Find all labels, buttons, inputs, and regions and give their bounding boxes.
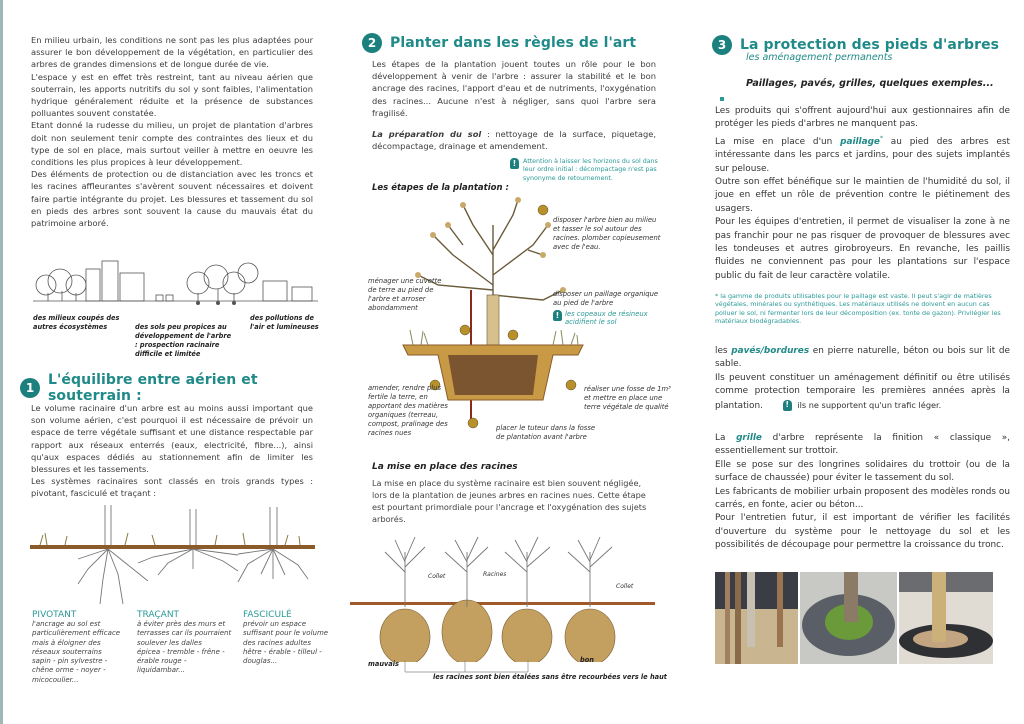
text-run: au pied des arbres est intéressante dans les parcs et jardins, pour des sujets implantés sur pelouse. — [715, 136, 1010, 174]
steps-title: Les étapes de la plantation : — [372, 183, 509, 193]
root-type-desc: l'ancrage au sol est particulièrement efficace mais à éloigner des réseaux souterrains — [32, 620, 121, 656]
column-planting — [348, 0, 690, 724]
tree-trunk — [747, 572, 755, 647]
mulch-paragraph: Pour les équipes d'entretien, il permet de visualiser la zone à ne pas franchir pour ne pas risquer de provoquer de blessures avec les tondeuses et autres girobroyeurs. En revanche, les paillis fluides ne conviennent pas pour les plantations sur l'espace public du fait de leur caractère volatile. — [715, 217, 1010, 281]
paving-paragraph — [715, 372, 1010, 413]
label-collet-1: Collet — [428, 573, 446, 580]
root-type-title: PIVOTANT — [32, 610, 77, 620]
roots-title: La mise en place des racines — [372, 462, 518, 472]
tree-trunk — [844, 572, 858, 622]
step-6-warning-text: les copeaux de résineux acidifient le sol — [565, 310, 648, 327]
text-run: Ils peuvent constituer un aménagement définitif ou être utilisés comme protection temporaire les premières années après la plantation. — [715, 372, 1010, 411]
photo-radial-grille — [899, 572, 993, 664]
section-3-mulch-text — [715, 105, 1010, 283]
text-run: les — [715, 346, 732, 356]
root-type-species: épicea - tremble - frêne - érable rouge - liquidambar... — [137, 647, 225, 675]
section-1-text — [31, 402, 313, 500]
keyword-paillage: paillage — [840, 136, 880, 147]
soil-prep-label: La préparation du sol — [372, 129, 482, 139]
intro-paragraph: Etant donné la rudesse du milieu, un projet de plantation d'arbres doit non seulement tenir compte des contraintes des lieux et du type de sol en place, mais surtout veiller à mettre en oeuvre les conditions les plus propices à leur développement. — [31, 120, 313, 168]
intro-paragraph: L'espace y est en effet très restreint, tant au niveau aérien que souterrain, les apports nutritifs du sol y sont faibles, l'alimentation hydrique généralement réduite et la présence de substances polluantes souvent constatée. — [31, 71, 313, 119]
root-type-tracant — [137, 610, 232, 676]
intro-paragraph: En milieu urbain, les conditions ne sont pas les plus adaptées pour assurer le bon développement de la végétation, en particulier des arbres de grandes dimensions et de longue durée de vie. — [31, 35, 313, 70]
root-type-title: TRAÇANT — [137, 610, 180, 620]
mulch-footnote: * la gamme de produits utilisables pour le paillage est vaste. Il peut s'agir de matières végétales, minérales ou synthétiques. Les matériaux utilisés ne doivent en aucun cas polluer le sol, ni fermenter lors de leur décomposition (ex. tonte de gazon). Privilégier les matériaux biodégradables. — [715, 292, 1001, 326]
text-run: La mise en place d'un — [715, 136, 841, 147]
root-type-title: FASCICULÉ — [243, 610, 292, 620]
roots-text: La mise en place du système racinaire est bien souvent négligée, lors de la plantation de jeunes arbres en racines nues. Cette étape est pourtant primordiale pour l'ancrage et l'oxygénation des sujets arborés. — [372, 478, 647, 524]
keyword-paves: pavés/bordures — [731, 346, 810, 356]
soil-warning-text: Attention à laisser les horizons du sol dans leur ordre initial : décompactage n'est pas synonyme de retournement. — [523, 158, 658, 182]
column-intro — [0, 0, 345, 724]
step-6-text: disposer un paillage organique au pied de l'arbre — [553, 290, 659, 307]
section-3-subtitle: les aménagement permanents — [746, 52, 893, 63]
paving-warning: ils ne supportent qu'un trafic léger. — [797, 399, 942, 410]
photo-mulch — [715, 572, 798, 664]
tree-stake — [777, 572, 783, 647]
roots-note: les racines sont bien étalées sans être recourbées vers le haut — [433, 673, 667, 681]
urban-illustration — [28, 255, 323, 310]
warning-icon: ! — [783, 400, 792, 411]
root-type-species: sapin - pin sylvestre - chêne orme - noyer - micocoulier... — [32, 657, 108, 684]
footnote-ref: * — [879, 134, 883, 142]
grille-paragraph — [715, 432, 1010, 459]
mulch-paragraph: Outre son effet bénéfique sur le maintien de l'humidité du sol, il joue en effet un rôle de prévention contre le piétinement des usagers. — [715, 177, 1010, 214]
mulch-paragraph — [715, 132, 1010, 176]
root-type-desc: prévoir un espace suffisant pour le volume des racines adultes — [243, 620, 329, 647]
section-2-intro: Les étapes de la plantation jouent toutes un rôle pour le bon développement à venir de l'arbre : assurer la stabilité et le bon ancrage des racines, l'apport d'eau et de nutriments, l'oxygénation des racines... Aucune n'est à négliger, sans quoi l'arbre sera fragilisé. — [372, 59, 656, 118]
root-type-species: hêtre - érable - tilleul - douglas... — [243, 647, 322, 666]
grille-paragraph: Elle se pose sur des longrines solidaires du trottoir (ou de la surface de chaussée) pour éviter le tassement du sol. — [715, 459, 1010, 484]
section-3-title: La protection des pieds d'arbres — [740, 37, 1000, 53]
bullet-marker — [720, 97, 724, 101]
tree-trunk — [932, 572, 946, 642]
grille-paragraph: Les fabricants de mobilier urbain proposent des modèles ronds ou carrés, en fonte, acier ou béton... — [715, 486, 1010, 511]
tree-stake — [725, 572, 730, 664]
caption-pollution: des pollutions de l'air et lumineuses — [250, 314, 319, 331]
warning-icon: ! — [510, 158, 519, 169]
section-3-paving-text — [715, 345, 1010, 413]
label-bad: mauvais — [368, 660, 399, 668]
step-3-text: placer le tuteur dans la fosse de plantation avant l'arbre — [496, 424, 596, 441]
root-type-pivotant — [32, 610, 127, 685]
soil-prep-text: : nettoyage de la surface, piquetage, décompactage, drainage et amendement. — [372, 129, 656, 152]
section-1-paragraph: Le volume racinaire d'un arbre est au moins aussi important que son volume aérien, c'est pourquoi il est nécessaire de prévoir un espace de terre végétale suffisant et une distance respectable par rapport aux réseaux enterrés (eaux, electricité, fibre...), ainsi qu'aux espaces dédiés au stationnement afin de limiter les blessures et les tassements. — [31, 403, 313, 475]
label-good: bon — [580, 656, 594, 664]
section-2-title: Planter dans les règles de l'art — [390, 35, 637, 51]
column-protection — [700, 0, 1024, 724]
section-number-badge: 2 — [362, 33, 382, 53]
soil-warning — [510, 158, 658, 183]
step-1-text: réaliser une fosse de 1m³ et mettre en place une terre végétale de qualité — [584, 385, 671, 411]
examples-title: Paillages, pavés, grilles, quelques exemples... — [746, 78, 994, 89]
section-number-badge: 3 — [712, 35, 732, 55]
step-2-text: amender, rendre plus fertile la terre, en apportant des matières organiques (terreau, compost, pralinage des racines nues — [368, 384, 448, 437]
text-run: d'arbre représente la finition « classique », essentiellement sur trottoir. — [715, 433, 1010, 457]
text-run: en pierre naturelle, béton ou bois sur lit de sable. — [715, 346, 1010, 370]
root-type-desc: à éviter près des murs et terrasses car ils pourraient soulever les dalles — [137, 620, 232, 647]
photo-round-grille — [800, 572, 897, 664]
grille-paragraph: Pour l'entretien futur, il est important de vérifier les facilités d'ouverture du système pour le nettoyage du sol et les possibilités de découpage pour permettre la croissance du tronc. — [715, 513, 1010, 551]
step-4-text: disposer l'arbre bien au milieu et tasser le sol autour des racines. plomber copieusement avec de l'eau. — [553, 216, 661, 251]
section-3-grille-text — [715, 432, 1010, 553]
soil-preparation — [372, 128, 656, 152]
label-racines: Racines — [483, 571, 507, 578]
root-type-fascicule — [243, 610, 338, 666]
section-2-heading — [362, 33, 636, 53]
text-run: La — [715, 433, 737, 443]
warning-icon: ! — [553, 310, 562, 321]
tree-stake — [735, 572, 741, 664]
mulch-paragraph: Les produits qui s'offrent aujourd'hui aux gestionnaires afin de protéger les pieds d'arbres ne manquent pas. — [715, 106, 1010, 130]
caption-ecosystems: des milieux coupés des autres écosystèmes — [33, 314, 120, 331]
keyword-grille: grille — [736, 433, 762, 443]
step-6-warning — [553, 310, 655, 327]
root-systems-illustration — [25, 505, 320, 605]
step-5-text: ménager une cuvette de terre au pied de l'arbre et arroser abondamment — [368, 277, 442, 312]
paving-paragraph — [715, 345, 1010, 372]
section-1-heading — [20, 372, 345, 404]
intro-text — [31, 34, 313, 229]
section-number-badge: 1 — [20, 378, 40, 398]
intro-paragraph: Des éléments de protection ou de distanciation avec les troncs et les racines affleurantes s'avèrent souvent nécessaires et doivent faire partie intégrante du projet. Les blessures et tassement du sol en pieds des arbres sont souvent la cause du mauvais état du patrimoine arboré. — [31, 169, 313, 229]
section-1-paragraph: Les systèmes racinaires sont classés en trois grands types : pivotant, fasciculé et traçant : — [31, 476, 313, 499]
label-collet-2: Collet — [616, 583, 634, 590]
caption-soils: des sols peu propices au développement de l'arbre : prospection racinaire difficile et limitée — [135, 323, 232, 358]
roots-placement-illustration — [350, 532, 660, 662]
section-1-title: L'équilibre entre aérien et souterrain : — [48, 372, 258, 404]
